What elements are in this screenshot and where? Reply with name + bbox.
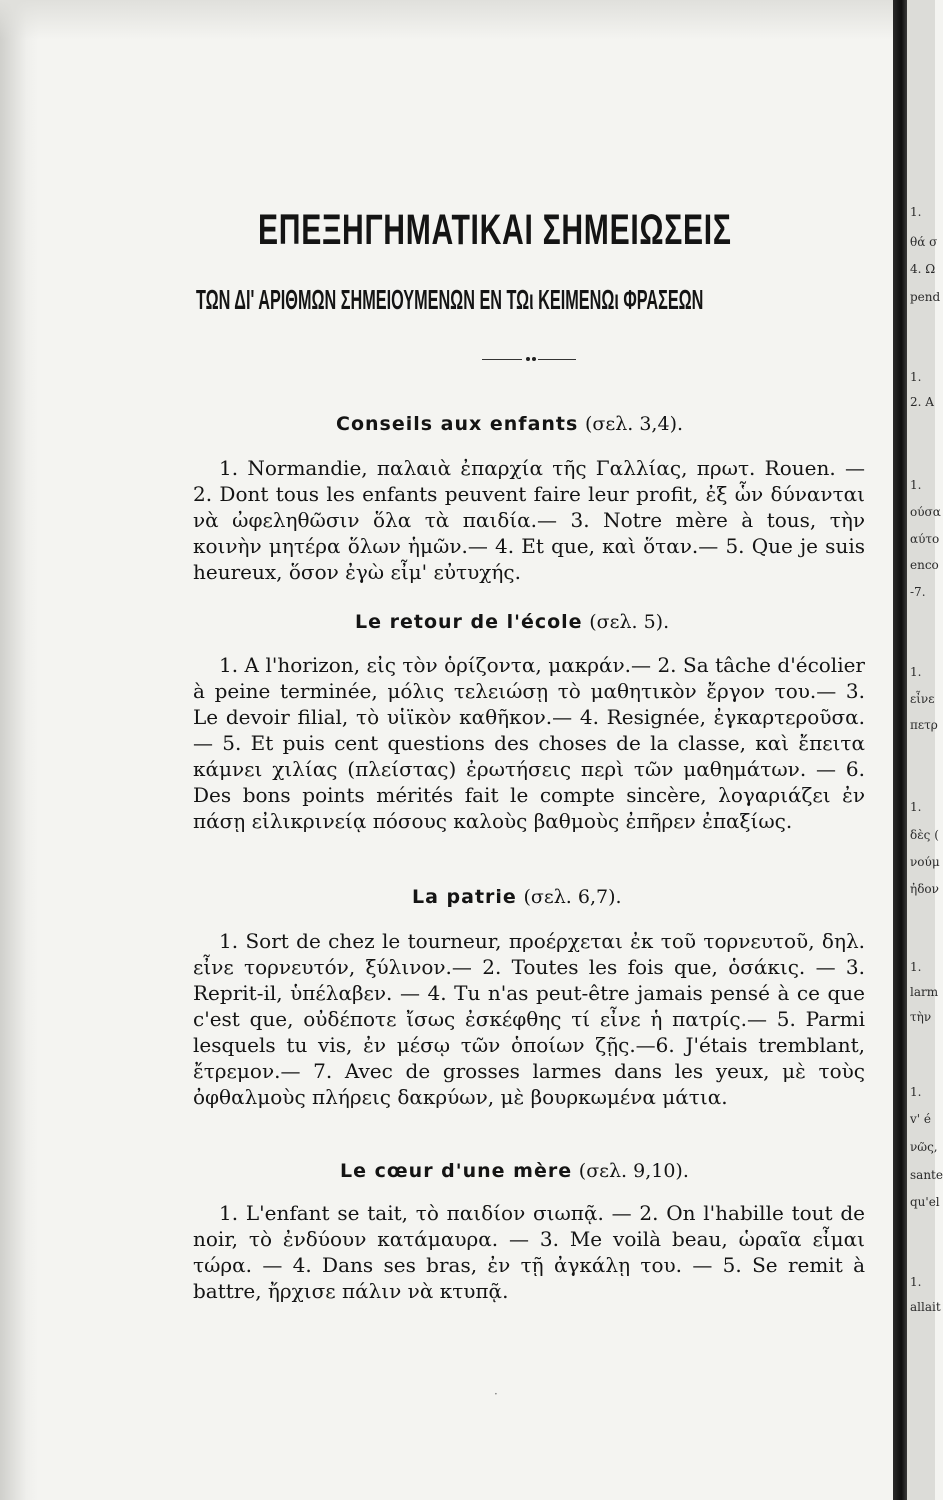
- adjacent-page-fragment: v' é: [910, 1112, 931, 1126]
- adjacent-page-fragment: θά σ: [910, 235, 938, 249]
- adjacent-page-fragment: qu'el: [910, 1195, 940, 1209]
- section-page-ref: (σελ. 5).: [589, 611, 670, 633]
- page-speck: ·: [494, 1387, 498, 1401]
- section-heading: [340, 1155, 689, 1186]
- adjacent-page-fragment: 1.: [910, 1085, 922, 1099]
- adjacent-page-fragment: 1.: [910, 370, 922, 384]
- adjacent-page-fragment: 1.: [910, 478, 922, 492]
- adjacent-page-fragment: 1.: [910, 665, 922, 679]
- section-title: Le retour de l'école: [355, 611, 583, 633]
- book-spine: [893, 0, 907, 1500]
- page-subtitle: ΤΩΝ ΔΙ' ΑΡΙΘΜΩΝ ΣΗΜΕΙΟΥΜΕΝΩΝ ΕΝ ΤΩι ΚΕΙΜΕΝΩι ΦΡΑΣΕΩΝ: [196, 284, 704, 315]
- section-notes: 1. Normandie, παλαιὰ ἐπαρχία τῆς Γαλλίας, πρωτ. Rouen. — 2. Dont tous les enfants peuvent faire leur profit, ἐξ ὧν δύνανται νὰ ὠφεληθῶσιν ὅλα τὰ παιδία.— 3. Notre mère à tous, τὴν κοινὴν μητέρα ὅλων ἡμῶν.— 4. Et que, καὶ ὅταν.— 5. Que je suis heureux, ὅσον ἐγὼ εἶμ' εὐτυχής.: [193, 456, 865, 584]
- adjacent-page-fragment: νούμ: [910, 855, 940, 869]
- adjacent-page-fragment: εἶνε: [910, 692, 935, 706]
- adjacent-page-fragment: ἠδον: [910, 882, 939, 896]
- adjacent-page-fragment: larm: [910, 985, 939, 999]
- adjacent-page-fragment: ούσα: [910, 505, 941, 519]
- adjacent-page-fragment: allait: [910, 1300, 941, 1314]
- title-divider: [482, 355, 576, 365]
- adjacent-page-fragment: νῶς,: [910, 1140, 938, 1154]
- section-page-ref: (σελ. 6,7).: [523, 886, 622, 908]
- adjacent-page-fragment: τὴν: [910, 1010, 932, 1024]
- adjacent-page-fragment: πετρ: [910, 718, 938, 732]
- section-title: La patrie: [412, 886, 517, 908]
- section-notes: 1. Sort de chez le tourneur, προέρχεται ἐκ τοῦ τορνευτοῦ, δηλ. εἶνε τορνευτόν, ξύλινον.— 2. Toutes les fois que, ὁσάκις. — 3. Reprit-il, ὑπέλαβεν. — 4. Tu n'as peut-être jamais pensé à ce que c'est que, οὐδέποτε ἴσως ἐσκέφθης τί εἶνε ἡ πατρίς.— 5. Parmi lesquels tu vis, ἐν μέσῳ τῶν ὁποίων ζῇς.—6. J'étais tremblant, ἔτρεμον.— 7. Avec de grosses larmes dans les yeux, μὲ τοὺς ὀφθαλμοὺς πλήρεις δακρύων, μὲ βουρκωμένα μάτια.: [193, 929, 865, 1109]
- adjacent-page-fragment: 1.: [910, 960, 922, 974]
- adjacent-page-fragment: 1.: [910, 800, 922, 814]
- section-title: Conseils aux enfants: [336, 413, 579, 435]
- section-heading: [412, 881, 622, 912]
- section-page-ref: (σελ. 9,10).: [578, 1160, 689, 1182]
- adjacent-page-fragment: sante: [910, 1168, 943, 1182]
- page-top-shadow: [0, 0, 935, 40]
- adjacent-page-fragment: pend: [910, 290, 941, 304]
- section-page-ref: (σελ. 3,4).: [585, 413, 684, 435]
- adjacent-page-fragment: δὲς (: [910, 828, 939, 842]
- section-heading: [355, 606, 669, 637]
- section-heading: [336, 408, 683, 439]
- adjacent-page-edge: [907, 0, 943, 1500]
- adjacent-page-fragment: enco: [910, 558, 939, 572]
- section-notes: 1. L'enfant se tait, τὸ παιδίον σιωπᾷ. — 2. On l'habille tout de noir, τὸ ἐνδύουν κατάμαυρα. — 3. Me voilà beau, ὡραῖα εἶμαι τώρα. — 4. Dans ses bras, ἐν τῇ ἀγκάλῃ του. — 5. Se remit à battre, ἤρχισε πάλιν νὰ κτυπᾷ.: [193, 1201, 865, 1303]
- adjacent-page-fragment: -7.: [910, 585, 926, 599]
- adjacent-page-fragment: 4. Ω: [910, 262, 936, 276]
- adjacent-page-fragment: αύτο: [910, 532, 940, 546]
- page-title: ΕΠΕΞΗΓΗΜΑΤΙΚΑΙ ΣΗΜΕΙΩΣΕΙΣ: [258, 206, 732, 254]
- adjacent-page-fragment: 1.: [910, 205, 922, 219]
- adjacent-page-fragment: 1.: [910, 1275, 922, 1289]
- adjacent-page-fragment: 2. A: [910, 395, 934, 409]
- page-left-shadow: [0, 0, 38, 1500]
- section-notes: 1. A l'horizon, εἰς τὸν ὁρίζοντα, μακράν.— 2. Sa tâche d'écolier à peine terminée, μόλις τελειώσῃ τὸ μαθητικὸν ἔργον του.— 3. Le devoir filial, τὸ υἱϊκὸν καθῆκον.— 4. Resignée, ἐγκαρτεροῦσα. — 5. Et puis cent questions des choses de la classe, καὶ ἔπειτα κάμνει χιλίας (πλείστας) ἐρωτήσεις περὶ τῶν μαθημάτων. — 6. Des bons points mérités fait le compte sincère, λογαριάζει ἐν πάσῃ εἰλικρινείᾳ πόσους καλοὺς βαθμοὺς ἐπῆρεν ἐπαξίως.: [193, 653, 865, 833]
- section-title: Le cœur d'une mère: [340, 1160, 573, 1182]
